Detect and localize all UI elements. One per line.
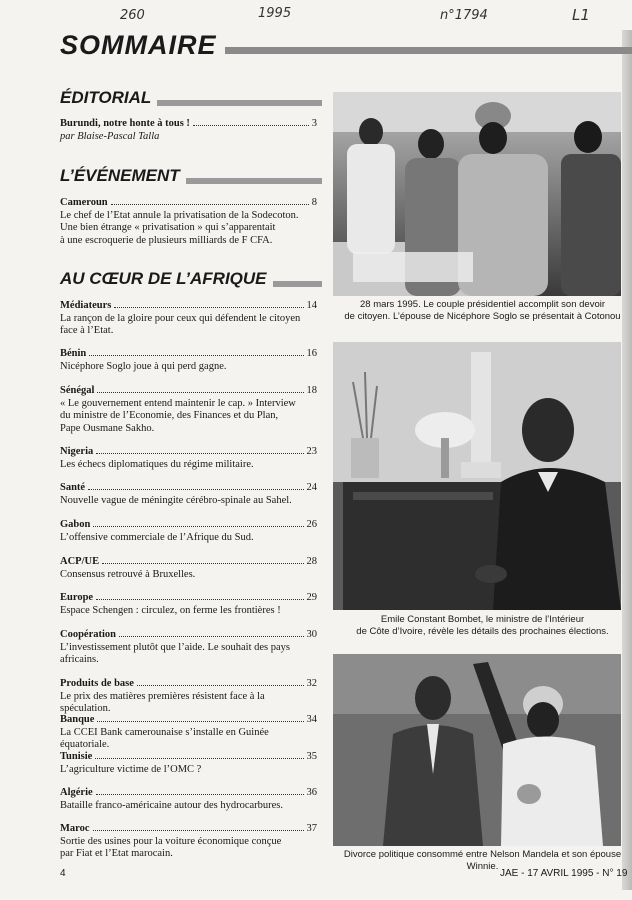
toc-entry[interactable] (60, 751, 317, 776)
entry-heading: Banque (60, 714, 95, 725)
leader-dots (96, 446, 303, 454)
entry-page: 3 (311, 118, 317, 129)
entry-description: Consensus retrouvé à Bruxelles. (60, 568, 196, 580)
entry-description: Sortie des usines pour la voiture économique conçue par Fiat et l’Etat marocain. (60, 835, 282, 859)
entry-description: L’offensive commerciale de l’Afrique du Sud. (60, 531, 254, 543)
entry-page: 23 (306, 446, 317, 457)
entry-heading: Santé (60, 482, 86, 493)
entry-heading: ACP/UE (60, 556, 100, 567)
leader-dots (193, 118, 309, 126)
leader-dots (93, 823, 304, 831)
entry-heading: Gabon (60, 519, 91, 530)
entry-page: 24 (306, 482, 317, 493)
toc-entry[interactable] (60, 678, 317, 716)
toc-entry[interactable] (60, 519, 317, 544)
entry-heading: Algérie (60, 787, 93, 798)
entry-page: 28 (306, 556, 317, 567)
toc-entry[interactable] (60, 823, 317, 861)
leader-dots (97, 385, 303, 393)
handwritten-note-left: 260 (120, 8, 145, 23)
toc-entry[interactable] (60, 556, 317, 581)
entry-description: L’investissement plutôt que l’aide. Le souhait des pays africains. (60, 641, 290, 665)
entry-description: Bataille franco-américaine autour des hydrocarbures. (60, 799, 284, 811)
section-title: AU CŒUR DE L’AFRIQUE (60, 269, 273, 289)
entry-heading: Tunisie (60, 751, 93, 762)
leader-dots (114, 300, 303, 308)
photo-caption-mandela: Divorce politique consommé entre Nelson Mandela et son épouse Winnie. (343, 849, 622, 872)
entry-description: Nouvelle vague de méningite cérébro-spinale au Sahel. (60, 494, 292, 506)
entry-page: 37 (306, 823, 317, 834)
photo-voting-couple (333, 92, 621, 296)
section-heading-evenement (60, 168, 322, 192)
entry-description: La CCEI Bank camerounaise s’installe en Guinée équatoriale. (60, 726, 269, 750)
toc-entry[interactable] (60, 348, 317, 373)
entry-heading: Nigeria (60, 446, 94, 457)
entry-description: Le prix des matières premières résistent face à la spéculation. (60, 690, 265, 714)
toc-entry[interactable] (60, 629, 317, 667)
entry-page: 35 (306, 751, 317, 762)
leader-dots (95, 751, 303, 759)
photo-voting-image (333, 92, 621, 296)
entry-page: 16 (306, 348, 317, 359)
toc-entry[interactable] (60, 446, 317, 471)
page-spine-shadow (622, 30, 632, 890)
leader-dots (102, 556, 303, 564)
leader-dots (137, 678, 304, 686)
leader-dots (111, 197, 309, 205)
entry-description: « Le gouvernement entend maintenir le cap. » Interview du ministre de l’Economie, des Finances et du Plan, Pape Ousmane Sakho. (60, 397, 296, 434)
toc-entry[interactable] (60, 482, 317, 507)
entry-heading: Coopération (60, 629, 116, 640)
entry-heading: Médiateurs (60, 300, 112, 311)
entry-description: Les échecs diplomatiques du régime militaire. (60, 458, 254, 470)
page-title-bar (60, 30, 632, 66)
leader-dots (97, 714, 303, 722)
entry-description: Nicéphore Soglo joue à qui perd gagne. (60, 360, 227, 372)
entry-page: 36 (306, 787, 317, 798)
handwritten-note-year: 1995 (258, 6, 292, 21)
entry-page: 29 (306, 592, 317, 603)
entry-heading: Bénin (60, 348, 87, 359)
toc-entry[interactable] (60, 787, 317, 812)
section-heading-editorial (60, 90, 322, 114)
leader-dots (89, 348, 303, 356)
entry-page: 26 (306, 519, 317, 530)
toc-entry[interactable] (60, 118, 317, 143)
entry-heading: Burundi, notre honte à tous ! (60, 118, 190, 129)
toc-entry[interactable] (60, 592, 317, 617)
entry-heading: Europe (60, 592, 94, 603)
entry-description: La rançon de la gloire pour ceux qui défendent le citoyen face à l’Etat. (60, 312, 301, 336)
photo-mandela-winnie (333, 654, 621, 846)
entry-author: par Blaise-Pascal Talla (60, 130, 160, 142)
entry-heading: Produits de base (60, 678, 134, 689)
entry-page: 18 (306, 385, 317, 396)
photo-caption-voting: 28 mars 1995. Le couple présidentiel accomplit son devoir de citoyen. L’épouse de Nicéphore Soglo se présentait à Cotonou (344, 299, 621, 322)
section-title: ÉDITORIAL (60, 88, 157, 108)
leader-dots (119, 629, 304, 637)
section-heading-au-coeur (60, 271, 322, 295)
entry-page: 30 (306, 629, 317, 640)
leader-dots (93, 519, 303, 527)
issue-footer: JAE - 17 AVRIL 1995 - N° 19 (500, 868, 628, 879)
photo-mandela-image (333, 654, 621, 846)
entry-page: 8 (311, 197, 317, 208)
photo-caption-minister: Emile Constant Bombet, le ministre de l’Intérieur de Côte d’Ivoire, révèle les détails des prochaines élections. (356, 614, 609, 637)
toc-entry[interactable] (60, 197, 317, 247)
page-number: 4 (60, 868, 66, 879)
toc-entry[interactable] (60, 300, 317, 338)
entry-description: L’agriculture victime de l’OMC ? (60, 763, 202, 775)
entry-page: 14 (306, 300, 317, 311)
leader-dots (96, 592, 303, 600)
entry-description: Le chef de l’Etat annule la privatisation de la Sodecoton. Une bien étrange « privatisation » qui s’apparentait à une escroquerie de plusieurs milliards de F CFA. (60, 209, 299, 246)
entry-heading: Cameroun (60, 197, 108, 208)
leader-dots (96, 787, 304, 795)
entry-page: 34 (306, 714, 317, 725)
handwritten-note-corner: L1 (572, 6, 590, 24)
entry-heading: Maroc (60, 823, 90, 834)
toc-entry[interactable] (60, 714, 317, 752)
toc-entry[interactable] (60, 385, 317, 435)
entry-page: 32 (306, 678, 317, 689)
entry-heading: Sénégal (60, 385, 95, 396)
photo-minister-image (333, 342, 621, 610)
photo-minister-bombet (333, 342, 621, 610)
handwritten-note-number: n°1794 (440, 8, 488, 23)
entry-description: Espace Schengen : circulez, on ferme les frontières ! (60, 604, 281, 616)
leader-dots (88, 482, 303, 490)
page-title: SOMMAIRE (60, 30, 225, 61)
section-title: L’ÉVÉNEMENT (60, 166, 186, 186)
